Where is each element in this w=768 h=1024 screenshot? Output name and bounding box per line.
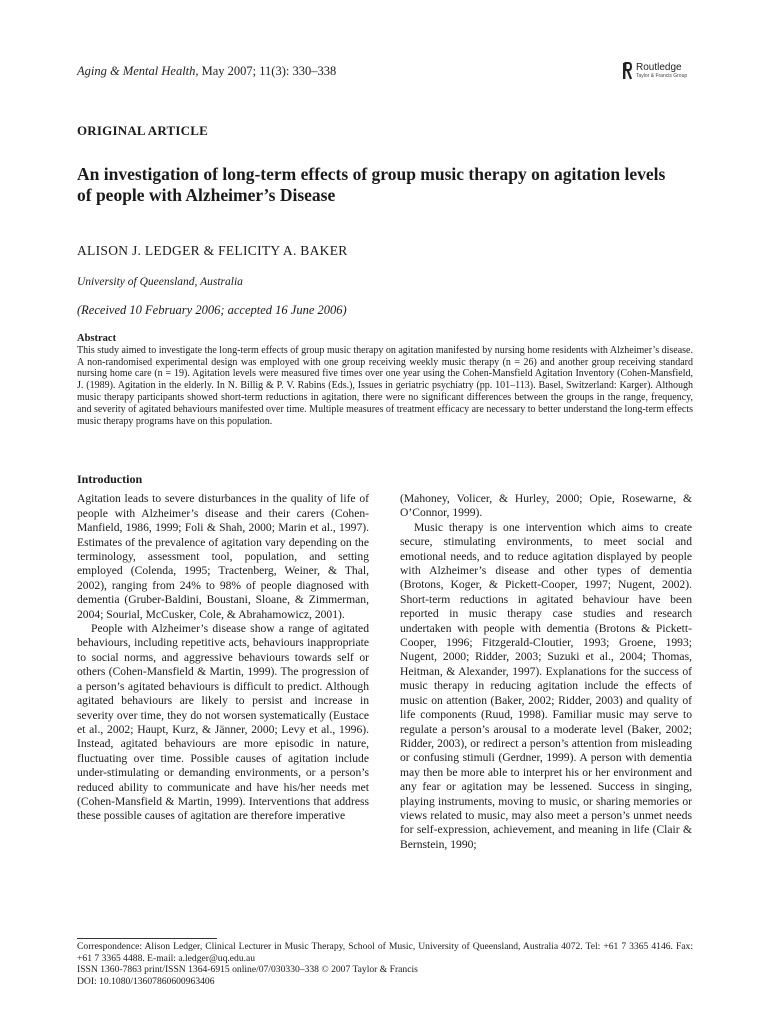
intro-paragraph-2: People with Alzheimer’s disease show a range of agitated behaviours, including repetitive acts, behaviours inappropriate to social norms, and aggressive behaviours towards self or others (Cohen-Mansfield & Martin, 1999). The progression of a person’s agitated behaviours is difficult to predict. Although agitated behaviours are likely to persist and increase in severity over time, they do not worsen systematically (Eustace et al., 2002; Haupt, Kurz, & Jänner, 2000; Levy et al., 1996). Instead, agitated behaviours are more episodic in nature, fluctuating over time. Possible causes of agitation include under-stimulating or demanding environments, or a person’s reduced ability to communicate and have his/her needs met (Cohen-Mansfield & Martin, 1999). Interventions that address these possible causes of agitation are therefore imperative (77, 622, 369, 823)
publisher-logo (622, 62, 687, 80)
journal-details: May 2007; 11(3): 330–338 (198, 64, 337, 78)
issn-line: ISSN 1360-7863 print/ISSN 1364-6915 online/07/030330–338 © 2007 Taylor & Francis (77, 964, 418, 976)
right-paragraph-1: (Mahoney, Volicer, & Hurley, 2000; Opie, Rosewarne, & O’Connor, 1999). (400, 492, 692, 520)
affiliation: University of Queensland, Australia (77, 276, 243, 288)
journal-citation (77, 64, 336, 79)
right-paragraph-2: Music therapy is one intervention which aims to create secure, stimulating environments, to meet social and emotional needs, and to reduce agitation displayed by people with Alzheimer’s disease and other types of dementia (Brotons, Koger, & Pickett-Cooper, 1997; Nugent, 2002). Short-term reductions in agitated behaviour have been reported in music therapy case studies and research undertaken with people with dementia (Brotons & Pickett-Cooper, 1996; Fitzgerald-Cloutier, 1993; Groene, 1993; Nugent, 2000; Ridder, 2003; Suzuki et al., 2004; Thomas, Heitman, & Alexander, 1997). Explanations for the success of music therapy in reducing agitation include the effects of music on attention (Baker, 2002; Ridder, 2003) and quality of life components (Ruud, 1998). Familiar music may serve to regulate a person’s arousal to a moderate level (Baker, 2002; Ridder, 2003), or redirect a person’s attention from misleading or confusing stimuli (Gerdner, 1999). A person with dementia may then be more able to interpret his or her environment and any fear or agitation may be lessened. Success in singing, playing instruments, moving to music, or sharing memories or views related to music, may also meet a person’s unmet needs for self-expression, achievement, and meaning in life (Clair & Bernstein, 1990; (400, 520, 692, 851)
abstract (77, 333, 693, 427)
received-dates: (Received 10 February 2006; accepted 16 June 2006) (77, 303, 347, 317)
publisher-name: Routledge (636, 62, 682, 73)
footnote-rule (77, 938, 217, 939)
abstract-heading: Abstract (77, 333, 117, 344)
doi-line: DOI: 10.1080/13607860600963406 (77, 975, 215, 987)
article-type: ORIGINAL ARTICLE (77, 123, 208, 138)
intro-paragraph-1: Agitation leads to severe disturbances in the quality of life of people with Alzheimer’s disease and their carers (Cohen-Manfield, 1986, 1999; Foli & Shah, 2000; Marin et al., 1997). Estimates of the prevalence of agitation vary depending on the terminology, assessment tool, population, and setting employed (Colenda, 1995; Tractenberg, Weiner, & Thal, 2002), ranging from 24% to 98% of people diagnosed with dementia (Gruber-Baldini, Boustani, Sloane, & Zimmerman, 2004; Sourial, McCusker, Cole, & Abrahamowicz, 2001). (77, 492, 369, 621)
routledge-r-icon (622, 62, 632, 80)
journal-name: Aging & Mental Health, (77, 64, 199, 78)
correspondence: Correspondence: Alison Ledger, Clinical Lecturer in Music Therapy, School of Music, University of Queensland, Australia 4072. Tel: +61 7 3365 4146. Fax: +61 7 3365 4488. E-mail: a.ledger@uq.edu.au (77, 941, 693, 964)
publisher-subtitle: Taylor & Francis Group (636, 73, 688, 79)
left-column (77, 472, 369, 824)
authors: ALISON J. LEDGER & FELICITY A. BAKER (77, 243, 348, 258)
article-title: An investigation of long-term effects of group music therapy on agitation levels of people with Alzheimer’s Disease (77, 164, 666, 205)
abstract-text: This study aimed to investigate the long-term effects of group music therapy on agitation manifested by nursing home residents with Alzheimer’s disease. A non-randomised experimental design was employed with one group receiving weekly music therapy (n = 26) and another group receiving standard nursing home care (n = 19). Agitation levels were measured five times over one year using the Cohen-Mansfield Agitation Inventory (Cohen-Mansfield, J. (1989). Agitation in the elderly. In N. Billig & P. V. Rabins (Eds.), Issues in geriatric psychiatry (pp. 101–113). Basel, Switzerland: Karger). Although music therapy participants showed short-term reductions in agitation, there were no significant differences between the groups in the range, frequency, and severity of agitated behaviours manifested over time. Multiple measures of treatment efficacy are necessary to better understand the long-term effects music therapy programs have on this population. (77, 344, 693, 427)
footer (77, 941, 693, 987)
introduction-heading: Introduction (77, 472, 143, 486)
right-column (400, 492, 692, 852)
